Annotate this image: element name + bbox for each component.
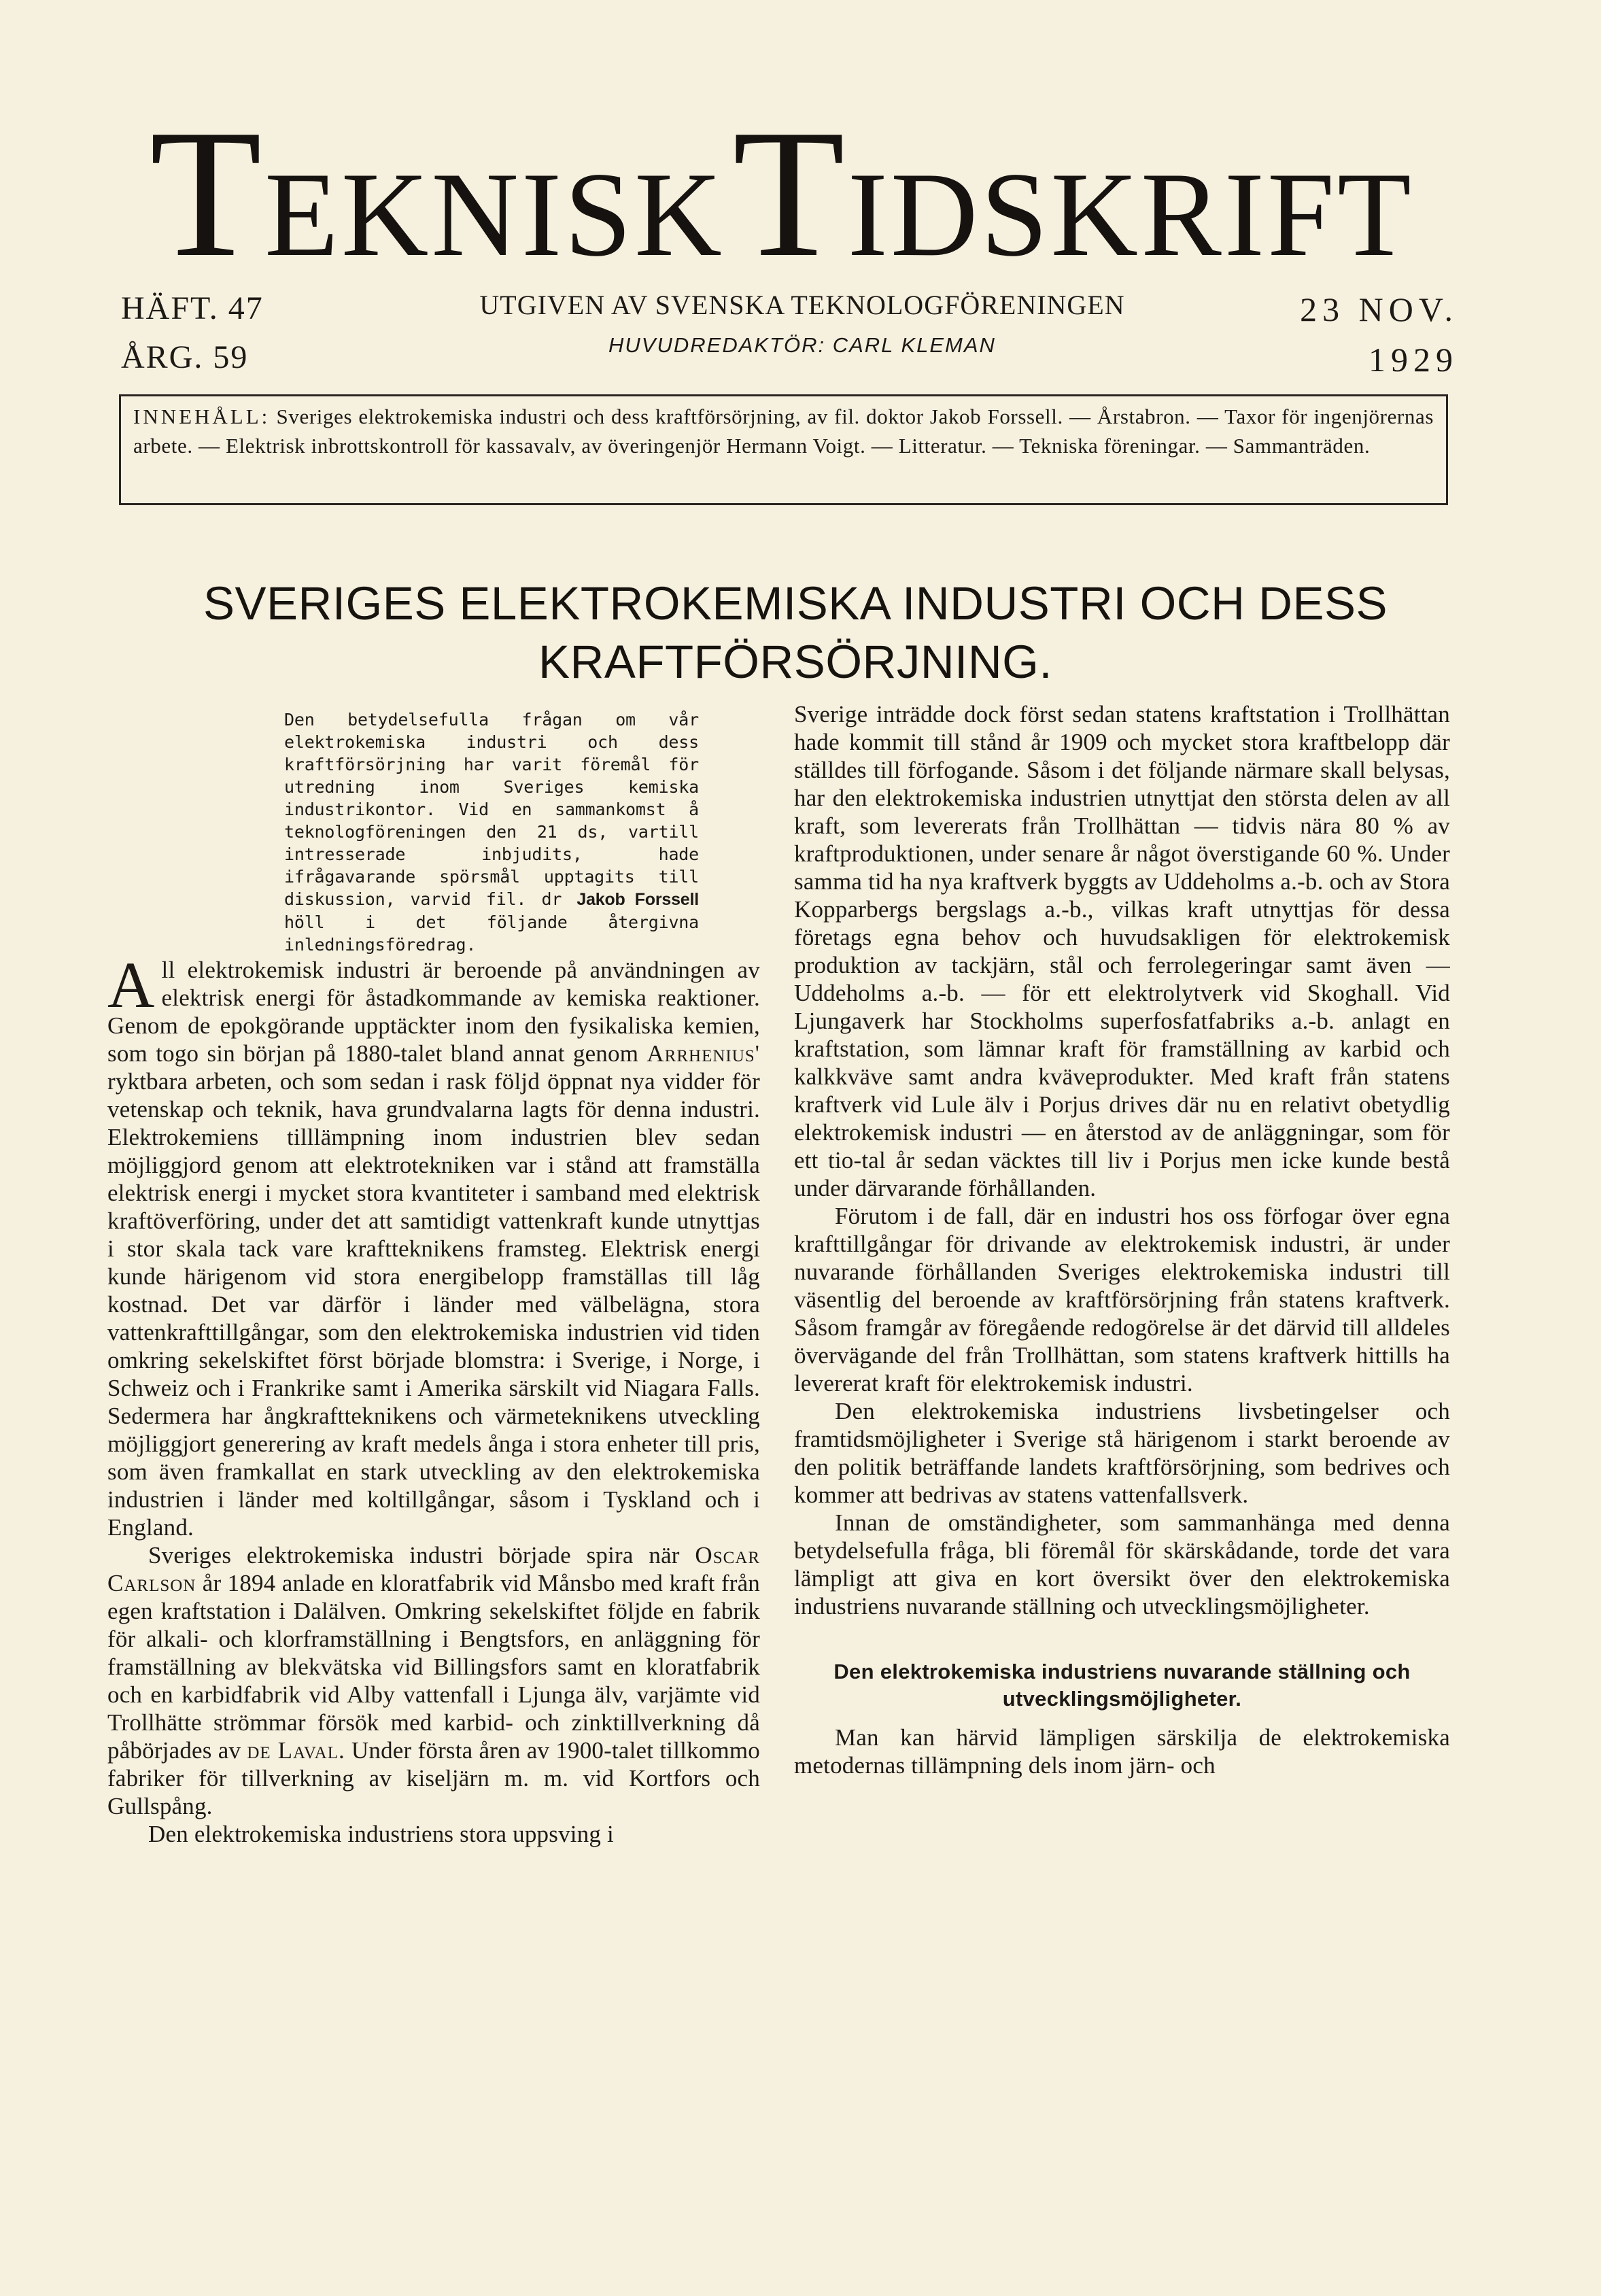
issue-info <box>121 284 264 382</box>
p1-text-a: ll elektrokemisk industri är beroende på användningen av elektrisk energi för åstadkommande av kemiska reaktioner. Genom de epokgörande upptäckter inom den fysikaliska kemien, som togo sin början på 1880-talet bland annat genom <box>107 957 760 1067</box>
masthead-initial-t: T <box>150 92 265 295</box>
table-of-contents-box <box>119 394 1448 505</box>
right-column <box>794 700 1450 1779</box>
p2-text-c: Under första åren av 1900-talet tillkommo fabriker för tillverkning av kiseljärn m. m. vid Kortfors och Gullspång. <box>107 1737 761 1819</box>
masthead-initial-t2: T <box>732 92 848 295</box>
date-day-month: 23 NOV. <box>1300 290 1458 328</box>
name-oscar-carlson: Oscar Carlson <box>107 1542 761 1596</box>
editor-line: HUVUDREDAKTÖR: CARL KLEMAN <box>608 333 996 357</box>
headline-line-1: SVERIGES ELEKTROKEMISKA INDUSTRI OCH DESS <box>203 577 1388 630</box>
headline-line-2: KRAFTFÖRSÖRJNING. <box>538 636 1052 688</box>
publisher-info <box>381 289 1224 358</box>
contents-text: Sveriges elektrokemiska industri och dess kraftförsörjning, av fil. doktor Jakob Forssell. — Årstabron. — Taxor för ingenjörernas arbete. — Elektrisk inbrottskontroll för kassavalv, av överingenjör Hermann Voigt. — Litteratur. — Tekniska föreningar. — Sammanträden. <box>133 405 1434 458</box>
contents-label: INNEHÅLL: <box>133 405 271 428</box>
article-intro <box>284 708 699 956</box>
intro-text-a: Den betydelsefulla frågan om vår elektrokemiska industri och dess kraftförsörjning har varit föremål för utredning inom Sveriges kemiska industrikontor. Vid en sammankomst å teknologföreningen den 21 ds, vartill intresserade inbjudits, hade ifrågavarande spörsmål upptagits till diskussion, varvid fil. dr <box>284 710 699 909</box>
body-paragraph-7: Innan de omständigheter, som sammanhänga med denna betydelsefulla fråga, bli föremål för skärskådande, torde det vara lämpligt att giva en kort översikt över den elektrokemiska industriens nuvarande ställning och utvecklingsmöjligheter. <box>794 1509 1450 1620</box>
p1-text-b: ryktbara arbeten, och som sedan i rask följd öppnat nya vidder för vetenskap och teknik, hava grundvalarna lagts för denna industri. Elektrokemiens tilllämpning inom industrien blev sedan möjliggjord genom att elektrotekniken var i stånd att framställa elektrisk energi i mycket stora kvantiteter i samband med elektrisk kraftöverföring, under det att samtidigt vattenkraft kunde utnyttjas i stor skala tack vare kraftteknikens framsteg. Elektrisk energi kunde härigenom vid stora energibelopp framställas till låg kostnad. Det var därför i länder med välbelägna, stora vattenkrafttillgångar, som den elektrokemiska industrien vid tiden omkring sekelskiftet först började blomstra: i Sverige, i Norge, i Schweiz och i Frankrike samt i Amerika särskilt vid Niagara Falls. Sedermera har ångkraftteknikens och värmeteknikens utveckling möjliggjort generering av kraft medels ånga i stora enheter till pris, som även framkallat en stark utveckling av den elektrokemiska industrien i länder med koltillgångar, såsom i Tyskland och i England. <box>107 1068 760 1541</box>
drop-cap: A <box>107 948 155 1021</box>
body-paragraph-6: Den elektrokemiska industriens livsbetingelser och framtidsmöjligheter i Sverige stå härigenom i starkt beroende av den politik beträffande landets kraftförsörjning, som bedrives och kommer att bedrivas av statens vattenfallsverk. <box>794 1398 1450 1508</box>
issue-number: HÄFT. 47 <box>121 290 264 326</box>
issue-date <box>1300 284 1458 385</box>
body-paragraph-4: Sverige inträdde dock först sedan statens kraftstation i Trollhättan hade kommit till stånd år 1909 och mycket stora kraftbelopp där ställdes till förfogande. Såsom i det följande närmare skall belysas, har den elektrokemiska industrien utnyttjat den största delen av all kraft, som levererats från Trollhättan — tidvis nära 80 % av kraftproduktionen, under senare år något överstigande 60 %. Under samma tid ha nya kraftverk byggts av Uddeholms a.-b. och av Stora Kopparbergs bergslags a.-b., vilkas kraft utnyttjas för dessa företags egna behov och huvudsakligen för elektrokemisk produktion av tackjärn, stål och ferrolegeringar samt även — Uddeholms a.-b. — för ett elektrolytverk vid Skoghall. Vid Ljungaverk har Stockholms superfosfatfabriks a.-b. anlagt en kraftstation, som lämnar kraft för framställning av karbid och kalkkväve samt andra kväveprodukter. Med kraft från statens kraftverk vid Lule älv i Porjus drives där nu en relativt obetydlig elektrokemisk industri — en återstod av de anläggningar, som för ett tio-tal år sedan väcktes till liv i Porjus men icke kunde bestå under därvarande förhållanden. <box>794 701 1450 1201</box>
body-paragraph-1 <box>107 948 760 1541</box>
date-year: 1929 <box>1368 341 1458 379</box>
body-paragraph-3: Den elektrokemiska industriens stora uppsving i <box>148 1821 614 1847</box>
p2-text-b: år 1894 anlade en kloratfabrik vid Månsbo med kraft från egen kraftstation i Dalälven. Omkring sekelskiftet följde en fabrik för alkali- och klorframställning i Bengtsfors, en anläggning för framställning av blekvätska vid Billingsfors samt en kloratfabrik och en karbidfabrik vid Alby vattenfall i Ljunga älv, varjämte vid Trollhätte strömmar försök med karbid- och zinktillverkning då påbörjades av <box>107 1570 761 1764</box>
author-name: Jakob Forssell <box>576 890 699 909</box>
intro-text-b: höll i det följande återgivna inledningsföredrag. <box>284 912 699 955</box>
masthead-word-tidskrift: IDSKRIFT <box>847 147 1414 281</box>
volume-number: ÅRG. 59 <box>121 339 249 375</box>
name-arrhenius: Arrhenius' <box>647 1040 760 1067</box>
section-subheading: Den elektrokemiska industriens nuvarande ställning och utvecklingsmöjligheter. <box>833 1660 1411 1711</box>
publisher-line: UTGIVEN AV SVENSKA TEKNOLOGFÖRENINGEN <box>479 290 1125 320</box>
body-paragraph-8: Man kan härvid lämpligen särskilja de elektrokemiska metodernas tillämpning dels inom järn- och <box>794 1724 1450 1779</box>
body-paragraph-5: Förutom i de fall, där en industri hos oss förfogar över egna krafttillgångar för drivande av elektrokemisk industri, är under nuvarande förhållanden Sveriges elektrokemiska industri till väsentlig del beroende av kraftförsörjning från statens kraftverk. Såsom framgår av föregående redogörelse är det därvid till alldeles övervägande del från Trollhättan, som statens kraftverk hittills ha levererat kraft för elektrokemisk industri. <box>794 1203 1450 1397</box>
masthead-word-teknisk: EKNISK <box>264 147 725 281</box>
body-paragraph-2 <box>107 1541 760 1820</box>
article-headline <box>102 575 1489 691</box>
left-column <box>107 700 760 1848</box>
name-de-laval: de Laval. <box>247 1737 345 1764</box>
p2-text-a: Sveriges elektrokemiska industri började spira när <box>148 1542 680 1569</box>
masthead-title <box>102 92 1462 295</box>
